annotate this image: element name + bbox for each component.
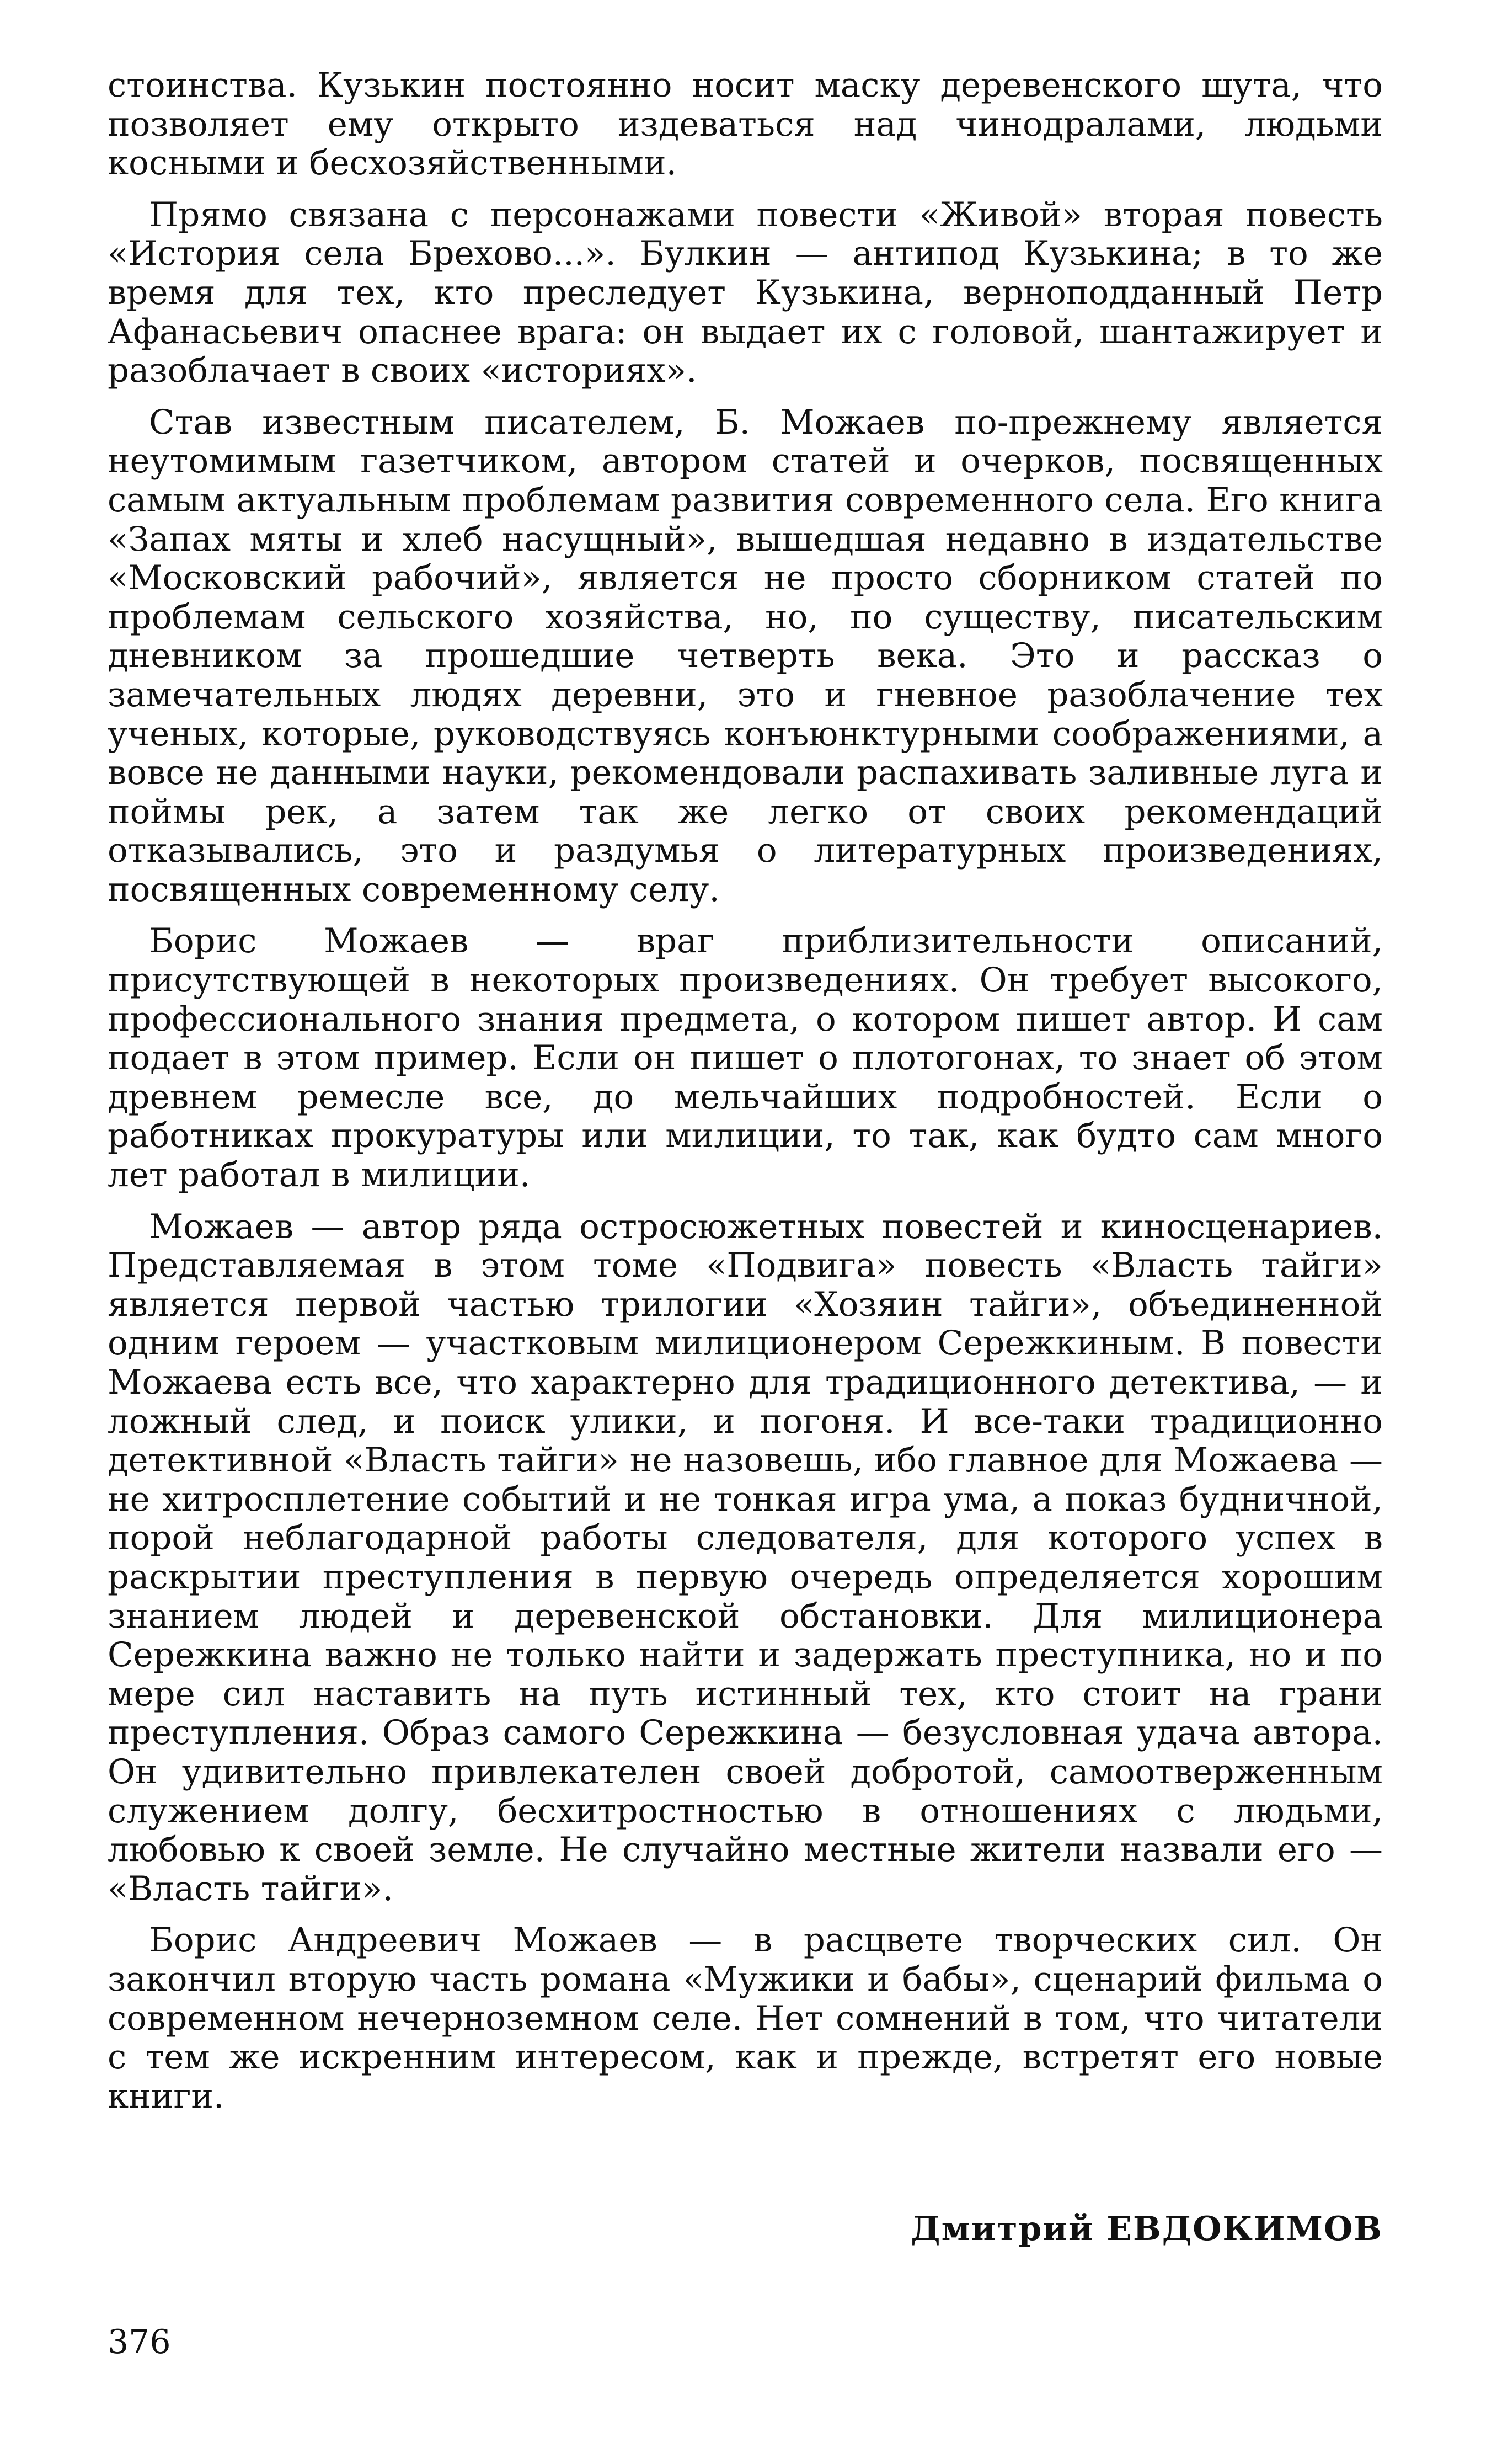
author-signature: Дмитрий ЕВДОКИМОВ [911,2210,1383,2248]
page-number: 376 [108,2323,171,2361]
paragraph-4: Борис Можаев — враг приблизительности описаний, присутствующей в некоторых произведениях. Он требует высокого, профессионального знания предмета, о котором пишет автор. И сам подает в этом пример. Если он пишет о плотогонах, то знает об этом древнем ремесле все, до мельчайших подробностей. Если о работниках прокуратуры или милиции, то так, как будто сам много лет работал в милиции. [108,921,1383,1195]
paragraph-3: Став известным писателем, Б. Можаев по-прежнему является неутомимым газетчиком, автором статей и очерков, посвященных самым актуальным проблемам развития современного села. Его книга «Запах мяты и хлеб насущный», вышедшая недавно в издательстве «Московский рабочий», является не просто сборником статей по проблемам сельского хозяйства, но, по существу, писательским дневником за прошедшие четверть века. Это и рассказ о замечательных людях деревни, это и гневное разоблачение тех ученых, которые, руководствуясь конъюнктурными соображениями, а вовсе не данными науки, рекомендовали распахивать заливные луга и поймы рек, а затем так же легко от своих рекомендаций отказывались, это и раздумья о литературных произведениях, посвященных современному селу. [108,402,1383,909]
document-page [108,66,1383,2361]
paragraph-5: Можаев — автор ряда остросюжетных повестей и киносценариев. Представляемая в этом томе «Подвига» повесть «Власть тайги» является первой частью трилогии «Хозяин тайги», объединенной одним героем — участковым милиционером Сережкиным. В повести Можаева есть все, что характерно для традиционного детектива, — и ложный след, и поиск улики, и погоня. И все-таки традиционно детективной «Власть тайги» не назовешь, ибо главное для Можаева — не хитросплетение событий и не тонкая игра ума, а показ будничной, порой неблагодарной работы следователя, для которого успех в раскрытии преступления в первую очередь определяется хорошим знанием людей и деревенской обстановки. Для милиционера Сережкина важно не только найти и задержать преступника, но и по мере сил наставить на путь истинный тех, кто стоит на грани преступления. Образ самого Сережкина — безусловная удача автора. Он удивительно привлекателен своей добротой, самоотверженным служением долгу, бесхитростностью в отношениях с людьми, любовью к своей земле. Не случайно местные жители назвали его — «Власть тайги». [108,1207,1383,1908]
paragraph-2: Прямо связана с персонажами повести «Живой» вторая повесть «История села Брехово...». Булкин — антипод Кузькина; в то же время для тех, кто преследует Кузькина, верноподданный Петр Афанасьевич опаснее врага: он выдает их с головой, шантажирует и разоблачает в своих «историях». [108,195,1383,391]
paragraph-1: стоинства. Кузькин постоянно носит маску деревенского шута, что позволяет ему открыто издеваться над чинодралами, людьми косными и бесхозяйственными. [108,66,1383,183]
paragraph-6: Борис Андреевич Можаев — в расцвете творческих сил. Он закончил вторую часть романа «Мужики и бабы», сценарий фильма о современном нечерноземном селе. Нет сомнений в том, что читатели с тем же искренним интересом, как и прежде, встретят его новые книги. [108,1921,1383,2116]
